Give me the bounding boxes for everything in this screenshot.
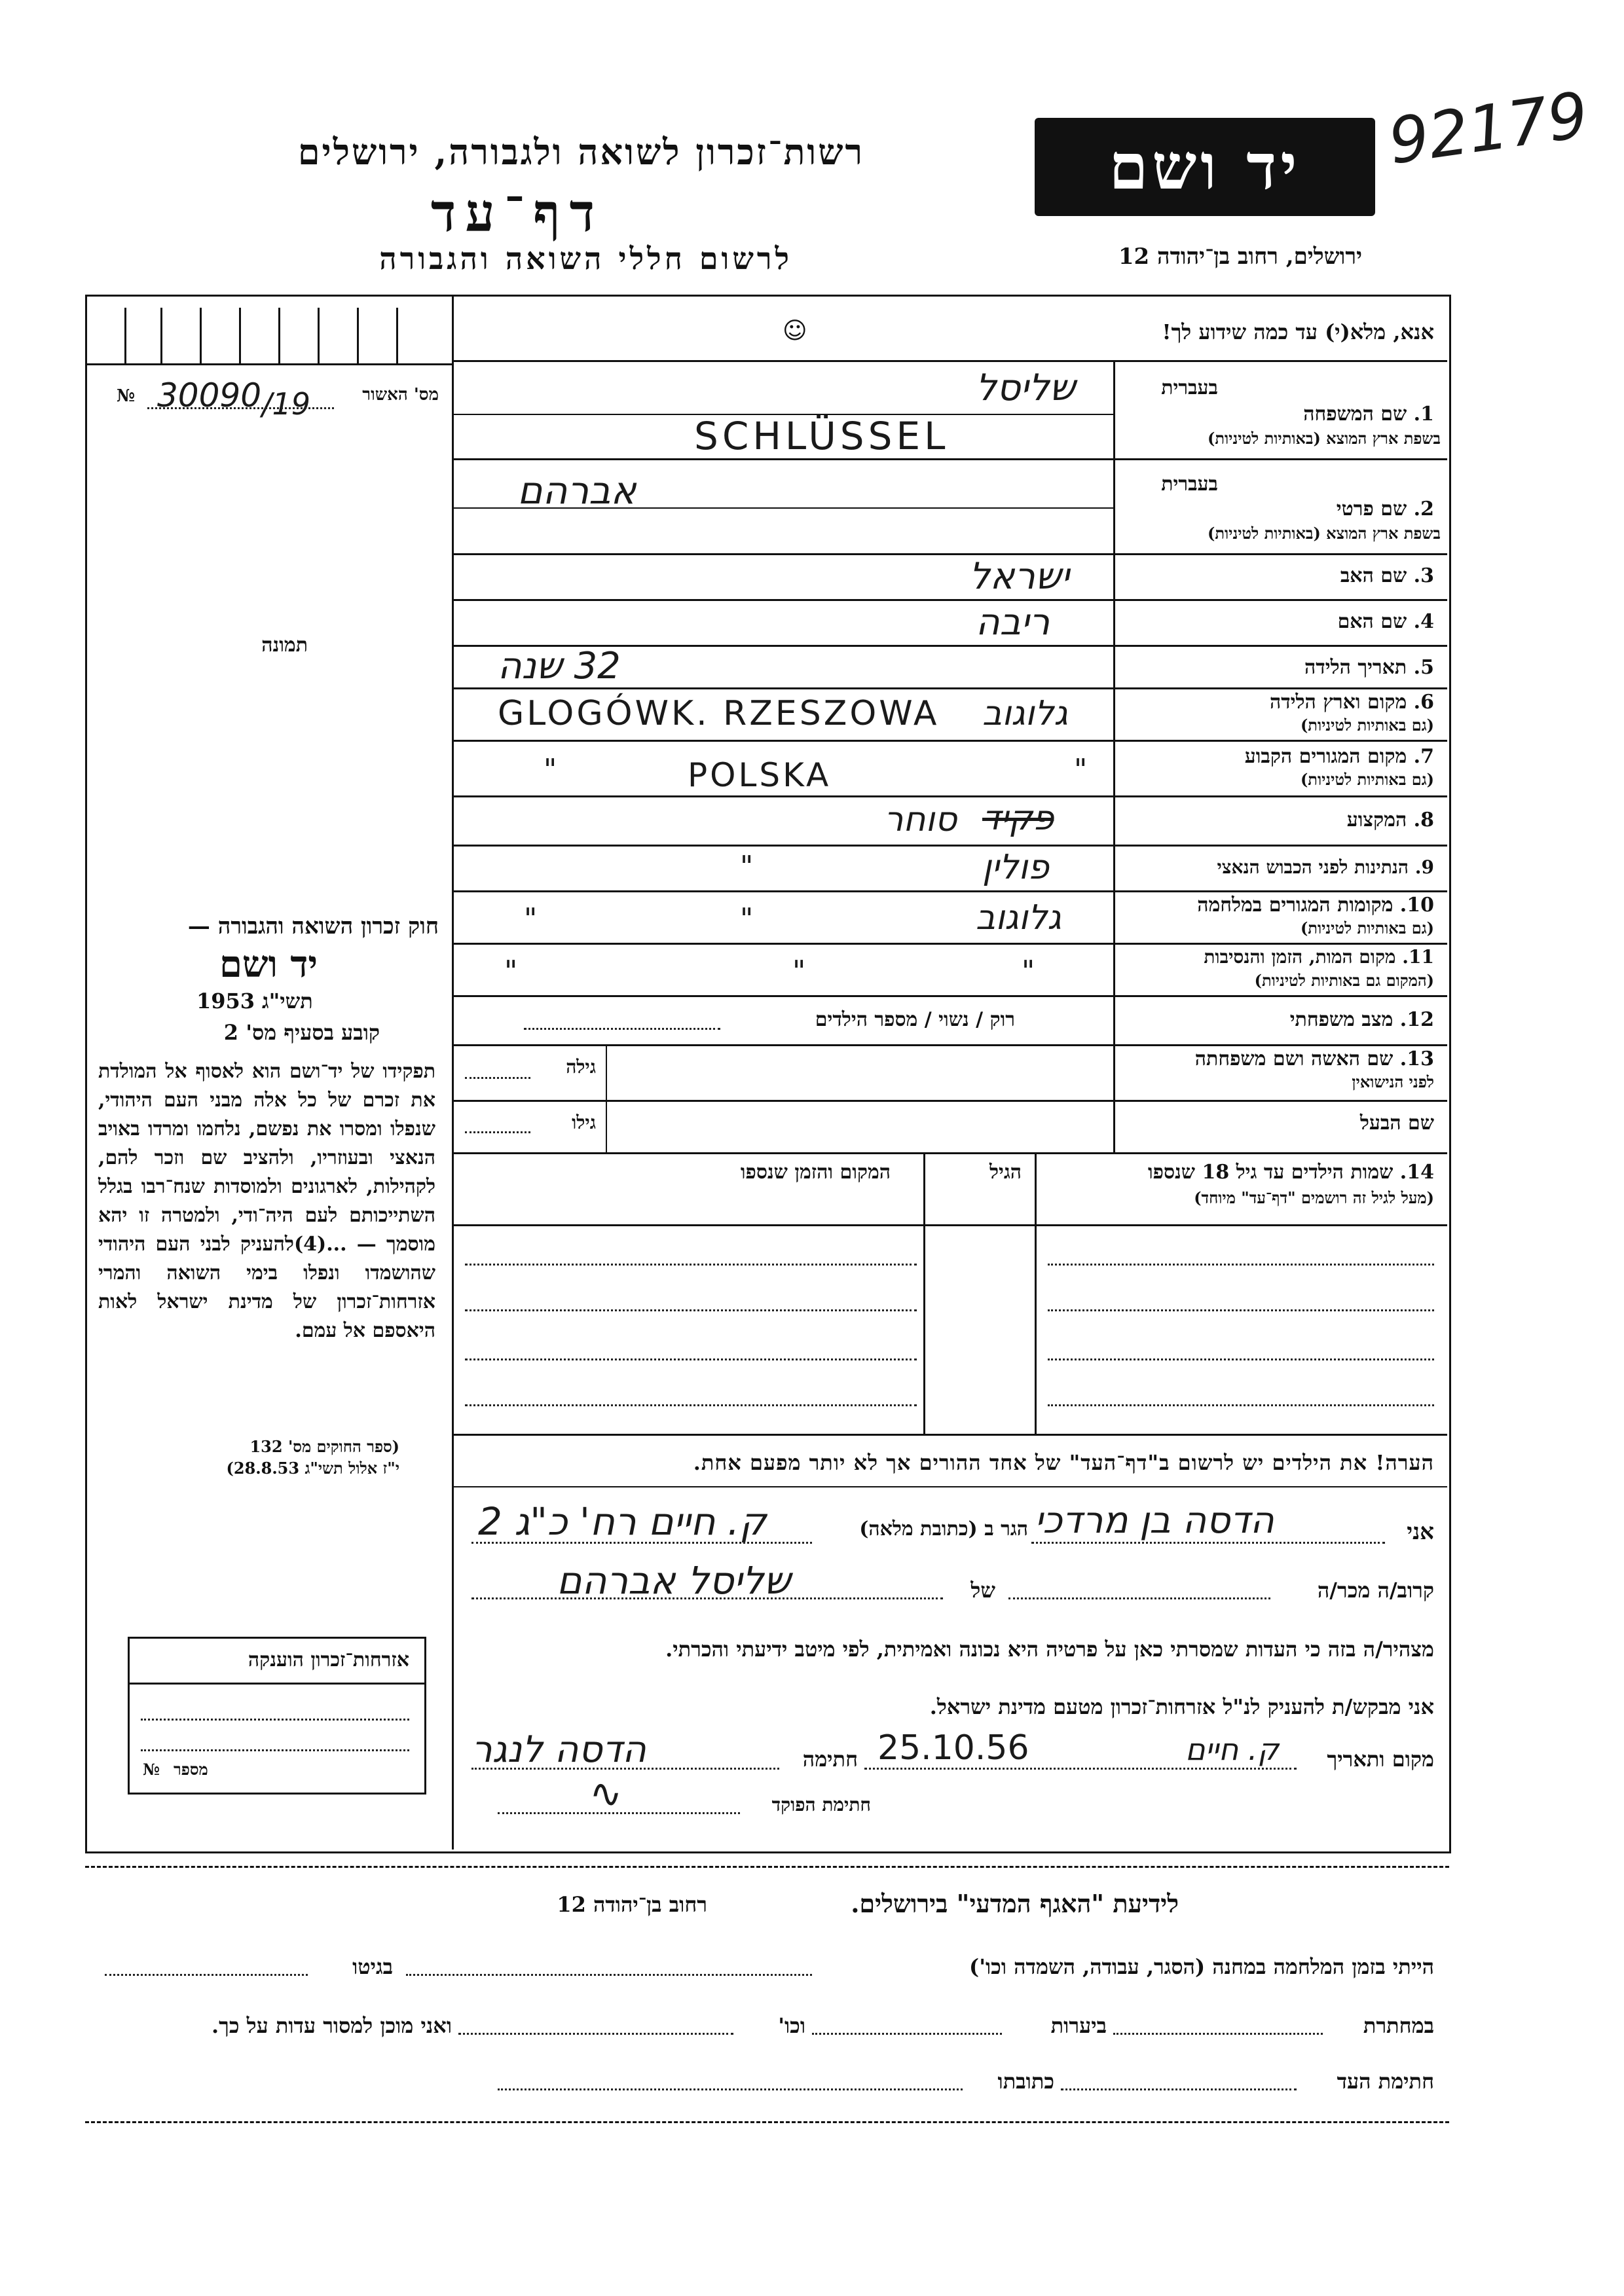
field-8-struck: פקיד [982, 799, 1054, 838]
field-6-note: (גם באותיות לטיניות) [1300, 716, 1434, 735]
law-org: יד ושם [219, 943, 318, 986]
relative-label: קרוב/ה מכר/ה [1317, 1578, 1434, 1603]
field-2-hebrew: אברהם [517, 468, 637, 513]
field-5-value: 32 שנה [498, 645, 621, 687]
field-11-ditto-3: " [1022, 955, 1035, 988]
field-7-ditto-2: " [1074, 753, 1088, 786]
hebrew-label: בעברית [1161, 376, 1218, 399]
field-14-label: 14. שמות הילדים עד גיל 18 שנספו [1147, 1161, 1434, 1184]
field-7-label: 7. מקום המגורים הקבוע [1244, 745, 1434, 768]
cert-prefix: № [117, 386, 136, 406]
field-9-label: 9. הנתינות לפני הכבוש הנאצי [1217, 856, 1434, 878]
address: ירושלים, רחוב בן־יהודה 12 [1118, 244, 1362, 270]
date-value: 25.10.56 [877, 1728, 1029, 1768]
etc-label: וכו' [778, 2013, 805, 2038]
field-7-value: POLSKA [688, 756, 832, 794]
underground-label: במחתרת [1363, 2013, 1434, 2038]
field-1-latin: SCHLÜSSEL [694, 414, 950, 458]
place-column-header: המקום והזמן שנספו [740, 1161, 891, 1184]
law-title: חוק זכרון השואה והגבורה — [187, 913, 439, 939]
field-6-hebrew: גלוגוב [982, 694, 1068, 733]
age-column-header: הגיל [989, 1161, 1022, 1184]
place-date-label: מקום ותאריך [1327, 1747, 1434, 1772]
bottom-title-address: רחוב בן־יהודה 12 [557, 1892, 707, 1917]
field-4-label: 4. שם האם [1337, 610, 1434, 633]
field-4-value: ריבה [976, 601, 1050, 644]
witness-signature-label: חתימת העד [1337, 2069, 1434, 2094]
field-8-value: סוחר [884, 800, 957, 839]
field-10-note: (גם באותיות לטיניות) [1300, 919, 1434, 938]
cert-number: 30090 [157, 376, 262, 414]
field-5-label: 5. תאריך הלידה [1304, 656, 1434, 679]
field-3-label: 3. שם האב [1340, 564, 1434, 587]
law-ref2: י"ז אלול תשי"ג 28.8.53) [226, 1459, 399, 1478]
law-year: 1953 [196, 989, 255, 1013]
declarant-name: הדסה בן מרדכי [1035, 1499, 1274, 1542]
field-9-value: פולין [982, 848, 1049, 887]
field-1-hebrew: שליסל [976, 367, 1076, 409]
label-column-divider [1113, 360, 1115, 1152]
request-text: אני מבקש/ת להעניק לנ"ל אזרחות־זכרון מטעם מדינת ישראל. [929, 1694, 1434, 1719]
field-7-ditto: " [544, 753, 557, 786]
field-13-note: לפני הנישואין [1352, 1072, 1434, 1091]
field-10-ditto-2: " [740, 902, 754, 936]
husband-label: שם הבעל [1359, 1112, 1434, 1135]
declare-text: מצהיר/ה בזה כי העדות שמסרתי כאן על פרטיה היא נכונה ואמיתית, לפי מיטב ידיעתי והכרתי. [665, 1637, 1434, 1662]
ghetto-label: בגיטו [352, 1954, 393, 1979]
form-title: דף־עד [430, 182, 604, 244]
signature-label: חתימה [802, 1747, 858, 1772]
field-12-label: 12. מצב משפחתי [1289, 1008, 1434, 1031]
number-label: מספר [174, 1760, 208, 1779]
bottom-title: לידיעת "האגף המדעי" בירושלים. [851, 1889, 1179, 1918]
field-3-value: ישראל [969, 555, 1070, 598]
hebrew-label-2: בעברית [1161, 473, 1218, 496]
field-9-ditto: " [740, 850, 754, 883]
resides-label: הגר ב (כתובת מלאה) [859, 1518, 1028, 1540]
org-name: רשות־זכרון לשואה ולגבורה, ירושלים [297, 131, 864, 173]
side-column-divider [452, 295, 454, 1850]
field-1-label: 1. שם המשפחה [1303, 403, 1434, 426]
of-label: של [970, 1578, 995, 1603]
field-11-ditto-2: " [792, 955, 806, 988]
children-note: הערה! את הילדים יש לרשום ב"דף־העד" של אחד ההורים אך לא יותר מפעם אחת. [693, 1450, 1434, 1475]
field-12-options: רוק / נשוי / מספר הילדים [815, 1008, 1015, 1031]
camp-line: הייתי בזמן המלחמה במחנה (הסגר, עבודה, השמדה וכו') [969, 1954, 1434, 1979]
form-subtitle: לרשום חללי השואה והגבורה [379, 241, 792, 276]
field-11-note: (המקום גם באותיות לטיניות) [1254, 971, 1434, 990]
law-ref1: (ספר החוקים מס' 132 [249, 1437, 399, 1456]
officer-signature-icon: ∿ [589, 1771, 623, 1817]
instruction: אנא, מלא(י) עד כמה שידוע לך! [1162, 319, 1434, 344]
witness-address-label: כתובתו [997, 2069, 1054, 2094]
testimony-label: ואני מוכן למסור עדות על כך. [211, 2013, 452, 2038]
tick-mark-icon: ☺ [783, 318, 807, 344]
of-name: שליסל אברהם [557, 1558, 791, 1603]
field-10-label: 10. מקומות המגורים במלחמה [1197, 894, 1434, 917]
field-6-label: 6. מקום וארץ הלידה [1269, 691, 1434, 714]
law-section: קובע בסעיף מס' 2 [223, 1020, 380, 1045]
photo-label: תמונה [261, 634, 308, 657]
latin-note: בשפת ארץ המוצא (באותיות לטיניות) [1208, 429, 1441, 448]
law-text: תפקידו של יד־ושם הוא לאסוף אל המולדת את זכרם של כל אלה מבני העם היהודי, שנפלו ומסרו את נפשם, נלחמו ומרדו באויב הנאצי ובעוזריו, ולהציב שם וזכר להם, לקהילות, לארגונים ולמוסדות שנח־רבו בגלל השתייכותם לעם היה־ודי, ולמטרה זו יהא מוסמך — ...(4)להעניק לבני העם היהודי שהושמדו ונפלו בימי השואה והמרי אזרחות־זכרון של מדינת ישראל לאות היאספם אל עמם. [98, 1060, 435, 1342]
field-2-label: 2. שם פרטי [1336, 498, 1434, 520]
law-year-he: תשי"ג [262, 989, 313, 1013]
field-11-label: 11. מקום המות, הזמן והנסיבות [1204, 946, 1434, 968]
officer-label: חתימת הפוקד [771, 1794, 871, 1815]
field-11-ditto-1: " [504, 955, 518, 988]
archive-stamp-number: 92179 [1384, 78, 1593, 179]
field-6-latin: GLOGÓWK. RZESZOWA [498, 694, 940, 733]
field-13-label: 13. שם האשה ושם משפחתה [1194, 1048, 1434, 1070]
number-prefix: № [143, 1760, 160, 1779]
yad-vashem-logo: יד ושם [1035, 118, 1375, 216]
field-10-value: גלוגוב [976, 898, 1061, 938]
declarant-label: אני [1407, 1519, 1434, 1545]
place-value: ק. חיים [1185, 1732, 1280, 1767]
wife-age-label: גילה [566, 1056, 596, 1078]
field-14-note: (מעל לגיל זה רושמים "דף־עד" מיוחד) [1194, 1188, 1434, 1207]
signature-value: הדסה לנגר [471, 1728, 646, 1771]
declarant-address: ק. חיים רח' כ"ג 2 [478, 1499, 767, 1544]
husband-age-label: גילו [572, 1112, 596, 1133]
field-8-label: 8. המקצוע [1346, 809, 1434, 831]
citizenship-title: אזרחות־זכרון הוענקה [248, 1649, 409, 1671]
cell-row-top [85, 363, 454, 365]
latin-note-2: בשפת ארץ המוצא (באותיות לטיניות) [1208, 524, 1441, 543]
field-10-ditto-1: " [524, 902, 538, 936]
forests-label: ביערות [1050, 2013, 1107, 2038]
cert-suffix: /19 [262, 386, 311, 422]
field-7-note: (גם באותיות לטיניות) [1300, 770, 1434, 789]
cert-label: מס' האשור [362, 385, 439, 405]
